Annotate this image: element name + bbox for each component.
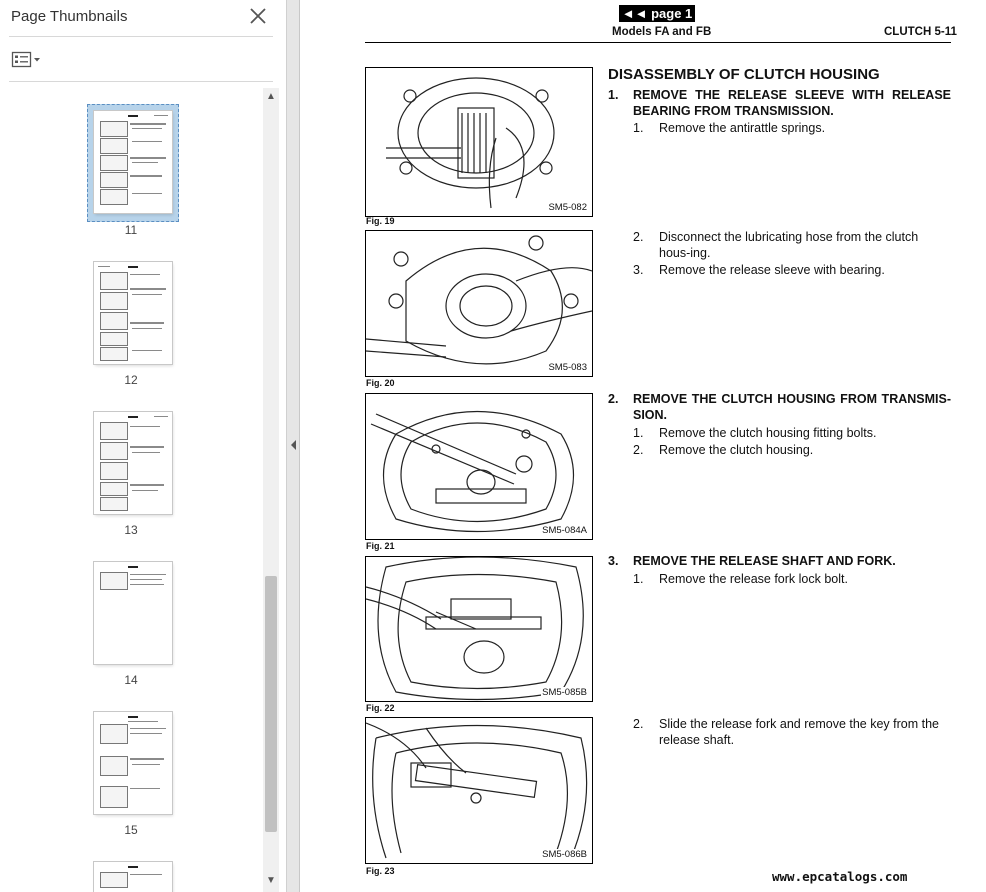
substep-text: Remove the release fork lock bolt. xyxy=(659,572,848,586)
figure-23 xyxy=(365,717,593,864)
figure-22-illustration xyxy=(366,557,592,701)
substep-number: 3. xyxy=(633,263,644,277)
figure-code: SM5-082 xyxy=(548,202,587,213)
step-text: REMOVE THE RELEASE SLEEVE WITH RELEASE BEARING FROM TRANSMISSION. xyxy=(633,88,951,118)
panel-title: Page Thumbnails xyxy=(11,8,128,25)
header-rule xyxy=(365,42,951,43)
scroll-down-arrow-icon[interactable]: ▼ xyxy=(266,875,276,886)
figure-code: SM5-083 xyxy=(548,362,587,373)
figure-20-illustration xyxy=(366,231,592,376)
figure-22 xyxy=(365,556,593,702)
figure-19-illustration xyxy=(366,68,592,216)
substep-number: 2. xyxy=(633,443,644,457)
page-1-link-button[interactable]: ◄◄ page 1 xyxy=(619,5,695,22)
substep-number: 2. xyxy=(633,230,644,244)
substep-number: 1. xyxy=(633,426,644,440)
substep-number: 1. xyxy=(633,121,644,135)
close-icon[interactable] xyxy=(248,6,268,26)
section-heading: DISASSEMBLY OF CLUTCH HOUSING xyxy=(608,66,880,83)
thumbnail-page-15[interactable] xyxy=(94,712,172,814)
substep-text: Remove the clutch housing fitting bolts. xyxy=(659,426,877,440)
panel-divider xyxy=(9,36,273,37)
substep-number: 2. xyxy=(633,717,644,731)
figure-21 xyxy=(365,393,593,540)
step-number: 3. xyxy=(608,554,619,568)
figure-caption: Fig. 21 xyxy=(366,541,395,551)
step-number: 1. xyxy=(608,88,619,102)
thumbnail-page-13[interactable] xyxy=(94,412,172,514)
header-section: CLUTCH 5-11 xyxy=(884,26,957,38)
header-models: Models FA and FB xyxy=(612,26,712,38)
figure-caption: Fig. 19 xyxy=(366,216,395,226)
thumbnail-page-partial[interactable] xyxy=(94,862,172,892)
substep-text: Disconnect the lubricating hose from the clutch hous-ing. xyxy=(659,230,919,260)
substep-text: Remove the clutch housing. xyxy=(659,443,814,457)
watermark-url: www.epcatalogs.com xyxy=(772,869,908,884)
collapse-arrow-icon[interactable] xyxy=(288,437,298,453)
thumbnail-page-12[interactable] xyxy=(94,262,172,364)
figure-code: SM5-085B xyxy=(542,687,587,698)
substep-text: Slide the release fork and remove the key from the release shaft. xyxy=(659,717,940,747)
substep-number: 1. xyxy=(633,572,644,586)
thumbnail-page-14[interactable] xyxy=(94,562,172,664)
substep-text: Remove the release sleeve with bearing. xyxy=(659,263,885,277)
figure-caption: Fig. 23 xyxy=(366,866,395,876)
thumbnail-label: 13 xyxy=(124,523,138,537)
thumbnail-options-icon[interactable] xyxy=(11,50,45,70)
thumbnail-page-11[interactable] xyxy=(94,111,172,213)
thumbnail-label: 11 xyxy=(124,223,138,237)
scroll-up-arrow-icon[interactable]: ▲ xyxy=(266,91,276,102)
thumbnail-label: 14 xyxy=(124,673,138,687)
step-number: 2. xyxy=(608,392,619,406)
substep-text: Remove the antirattle springs. xyxy=(659,121,826,135)
thumbnail-label: 15 xyxy=(124,823,138,837)
figure-21-illustration xyxy=(366,394,592,539)
figure-code: SM5-084A xyxy=(542,525,587,536)
scrollbar-thumb[interactable] xyxy=(265,576,277,832)
figure-23-illustration xyxy=(366,718,592,863)
thumbnail-label: 12 xyxy=(124,373,138,387)
thumbnail-list[interactable] xyxy=(0,82,262,892)
figure-code: SM5-086B xyxy=(542,849,587,860)
figure-caption: Fig. 20 xyxy=(366,378,395,388)
step-text: REMOVE THE CLUTCH HOUSING FROM TRANSMIS-SION. xyxy=(633,392,951,422)
step-text: REMOVE THE RELEASE SHAFT AND FORK. xyxy=(633,554,896,568)
figure-caption: Fig. 22 xyxy=(366,703,395,713)
document-page xyxy=(304,0,986,892)
figure-20 xyxy=(365,230,593,377)
figure-19 xyxy=(365,67,593,217)
page-thumbnails-panel xyxy=(0,0,286,892)
